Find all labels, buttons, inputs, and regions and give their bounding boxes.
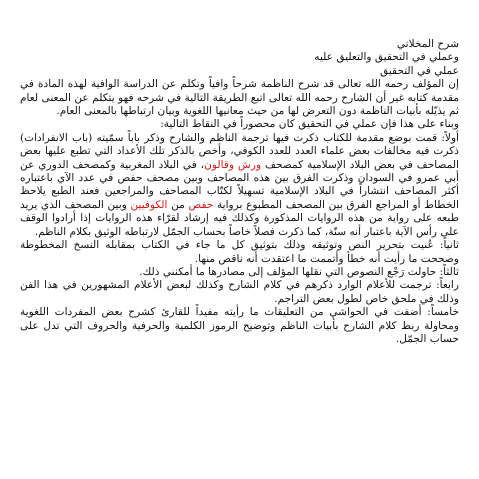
highlight-warsh-qalun: ورش وقالون [204, 158, 262, 171]
point-one-paragraph [20, 132, 459, 239]
intro-paragraph: إن المؤلف رحمه الله تعالى قد شرح الناظمة شرحاً وافياً وتكلم عن الدراسة الوافية لهذه المادة في مقدمة كتابه غير أن الشارح رحمه الله تعالى اتبع الطريقة التالية في شرحه فهو يتكلم عن المعنى لعام ثم يذيّله بأبيات الناظمة دون التعرض لها من حيث معانيها اللغوية وبيان ارتباطها بالمعنى العام. [20, 78, 459, 118]
point-two-paragraph: ثانياً: عُنيت بتحرير النص وتوثيقه وذلك بتوثيق كل ما جاء في الكتاب بمقابله النسخ المخطوطة وصححت ما رأيت أنه خطأ وأتممت ما اعتقدت أنه ناقص منها. [20, 239, 459, 265]
point-one-text-a: أولاً: قمت بوضع مقدمة للكتاب ذكرت فيها ترجمة الناظم والشارح وذكر باباً سمّيته (باب الانفرادات) ذكرت فيه مخالفات بعض علماء العدد للعدد الكوفي، وأخص بالذكر تلك الأعداد التي تطبع عليها بعض المصاحف في بعض البلاد الإسلامية كمصحف [20, 131, 459, 171]
section-heading: وعملي في التحقيق والتعليق عليه [314, 51, 459, 64]
point-four-paragraph: رابعاً: ترجمت للأعلام الوارد ذكرهم في كلام الشارح وكذلك لبعض الأعلام المشهورين في هذا الفن وذلك في ملحق خاص لطول بعض التراجم. [20, 279, 459, 305]
highlight-kufiyyin: الكوفيين [130, 198, 168, 211]
intro-paragraph-2: وبناء على هذا فإن عملي في التحقيق كان محصوراً في النقاط التالية: [160, 118, 459, 131]
point-five-paragraph: خامساً: أضفت في الحواشي من التعليقات ما رأيته مفيداً للقارئ كشرح بعض المفردات اللغوية ومحاولة ربط كلام الشارح بأبيات الناظم وتوضيح الرموز الكلمية والحرفية والحروف التي تدل على حساب الجمّل. [20, 306, 459, 345]
highlight-hafs: حفص [188, 198, 214, 211]
subsection-heading: عملي في التحقيق [379, 64, 459, 77]
point-one-text-b: ، في البلاد المغربية وكمصحف الدوري عن أبي عمرو في السودان وذكرت الفرق بين هذه المصاحف وبين مصحف حفص في عدد الآي باعتباره أكثر المصاحف انتشاراً في البلاد الإسلامية تسهيلاً لكتّاب المصاحف والمراجعين فعند الطبع يلاحظ الخطاط أو المراجع الفرق بين المصحف المطبوع برواية [20, 158, 459, 211]
document-title: شرح المخلاتي [396, 38, 459, 50]
point-three-paragraph: ثالثاً: حاولت رَجْع النصوص التي نقلها المؤلف إلى مصادرها ما أمكنني ذلك. [139, 265, 459, 278]
point-one-text-d: وبين المصحف الذي يريد طبعه على رواية من هذه الروايات المذكورة وكذلك فيه إرشاد لقرّاء هذه الروايات إذا أرادوا الوقف على رأس الآية باعتبار أنه سنّة، كما ذكرت فصلاً خاصاً بحساب الجمّل لارتباطه الوثيق بكلام الناظم. [20, 198, 459, 238]
point-one-text-c: من [171, 198, 185, 211]
